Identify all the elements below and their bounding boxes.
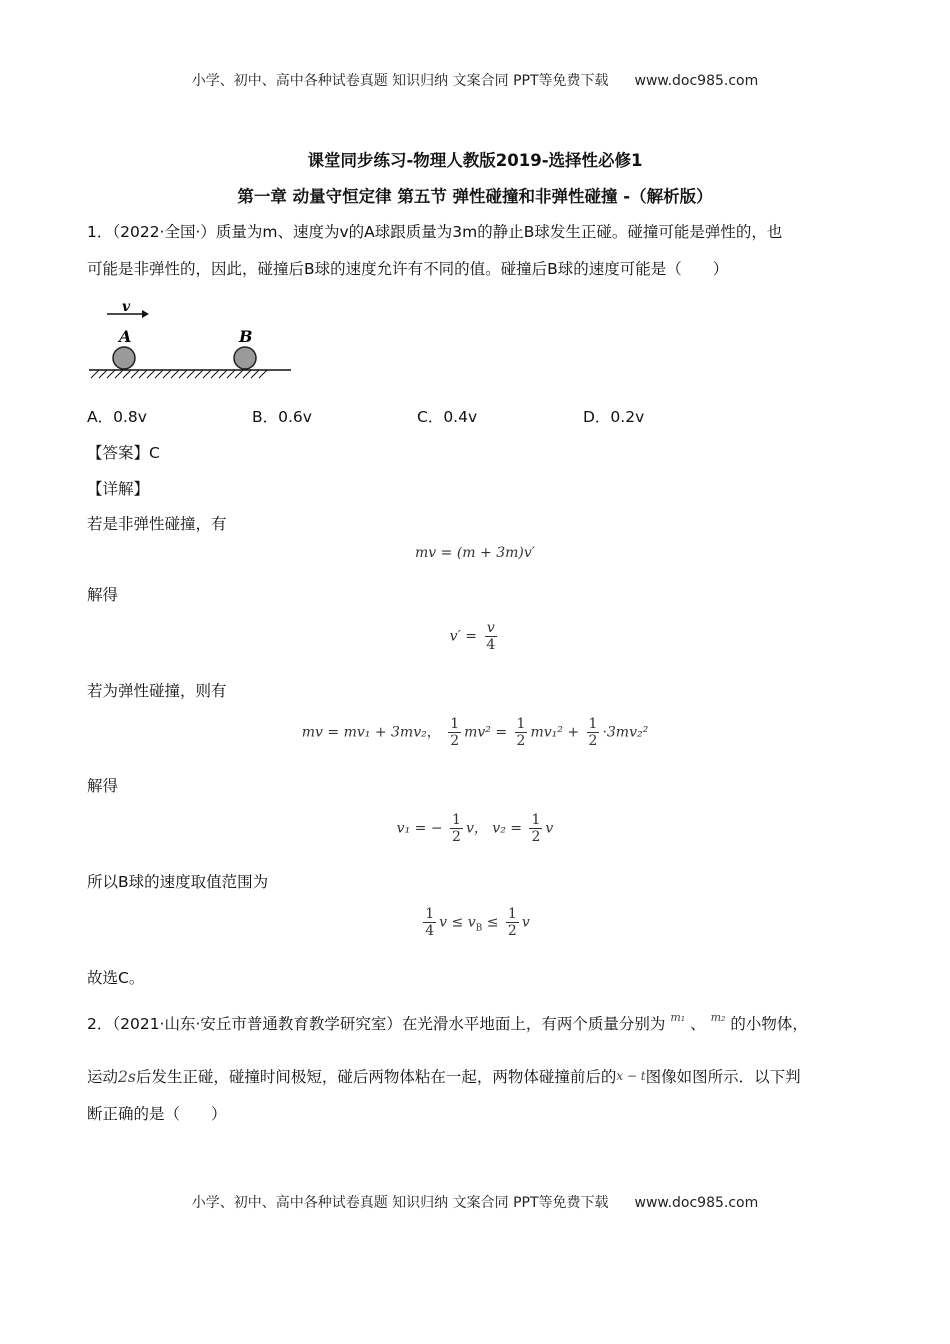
conclusion: 故选C。 bbox=[87, 969, 145, 987]
q2-xt: x − t bbox=[616, 1069, 646, 1083]
solution-text-3: 若为弹性碰撞，则有 bbox=[87, 682, 227, 700]
eq4-frac-2-num: 1 bbox=[531, 812, 541, 828]
footer-site-link[interactable]: www.doc985.com bbox=[634, 1195, 759, 1211]
eq2-lhs: v′ = bbox=[449, 628, 477, 645]
eq3-momentum: mv = mv₁ + 3mv₂ bbox=[301, 724, 427, 741]
eq5-frac-2-num: 1 bbox=[507, 906, 517, 922]
eq3-ke-a: mv₁² + bbox=[530, 724, 580, 741]
q1-stem-line1: 1．（2022·全国·）质量为m、速度为v的A球跟质量为3m的静止B球发生正碰。碰撞可能是弹性的，也 bbox=[87, 223, 783, 241]
q1-stem-line2: 可能是非弹性的，因此，碰撞后B球的速度允许有不同的值。碰撞后B球的速度可能是（ ） bbox=[87, 260, 729, 278]
eq5-frac-2 bbox=[506, 906, 519, 939]
eq3-ke-b: ·3mv₂² bbox=[602, 724, 649, 741]
eq5-frac-2-den: 2 bbox=[507, 923, 517, 939]
eq4-frac-1-num: 1 bbox=[452, 812, 461, 828]
ball-a-label: A bbox=[119, 327, 132, 346]
eq3-frac-1 bbox=[448, 716, 461, 749]
solution-text-2: 解得 bbox=[87, 586, 119, 604]
ground-hatching bbox=[91, 370, 267, 378]
q2-m1: m₁ bbox=[670, 1011, 686, 1024]
q1-collision-figure bbox=[87, 296, 293, 382]
q2-line1-a: 2．（2021·山东·安丘市普通教育教学研究室）在光滑水平地面上，有两个质量分别为 bbox=[87, 1015, 666, 1033]
option-d[interactable]: D．0.2v bbox=[583, 408, 645, 426]
eq3-frac-3-den: 2 bbox=[588, 733, 598, 749]
eq3-separator: ， bbox=[426, 724, 441, 741]
footer-text: 小学、初中、高中各种试卷真题 知识归纳 文案合同 PPT等免费下载 bbox=[191, 1195, 609, 1211]
eq3-frac-1-den: 2 bbox=[450, 733, 460, 749]
q2-sep: 、 bbox=[690, 1015, 706, 1033]
answer-line: 【答案】C bbox=[87, 444, 160, 462]
eq5-mid: v ≤ v bbox=[439, 914, 476, 931]
eq4-v-1: v bbox=[465, 820, 474, 837]
eq3-ke-initial: mv² = bbox=[464, 724, 508, 741]
equation-2 bbox=[0, 620, 950, 653]
q2-time: 2s bbox=[118, 1068, 136, 1086]
eq4-frac-2 bbox=[529, 812, 542, 845]
eq5-v: v bbox=[521, 914, 530, 931]
velocity-arrow-head bbox=[142, 310, 149, 318]
eq4-v-2: v bbox=[545, 820, 554, 837]
page-header bbox=[0, 70, 950, 90]
doc-title: 课堂同步练习-物理人教版2019-选择性必修1 bbox=[307, 151, 643, 170]
ball-a bbox=[113, 347, 135, 369]
ball-b-label: B bbox=[239, 327, 253, 346]
detail-label: 【详解】 bbox=[87, 480, 150, 498]
solution-text-4: 解得 bbox=[87, 777, 119, 795]
page-footer bbox=[0, 1192, 950, 1212]
header-text: 小学、初中、高中各种试卷真题 知识归纳 文案合同 PPT等免费下载 bbox=[191, 73, 609, 89]
eq2-num: v bbox=[486, 620, 495, 636]
eq4-v2: ， v₂ = bbox=[473, 820, 523, 837]
eq3-frac-3-num: 1 bbox=[588, 716, 598, 732]
header-site-link[interactable]: www.doc985.com bbox=[634, 73, 759, 89]
eq3-frac-3 bbox=[587, 716, 600, 749]
doc-subtitle: 第一章 动量守恒定律 第五节 弹性碰撞和非弹性碰撞 -（解析版） bbox=[237, 187, 713, 206]
option-c[interactable]: C．0.4v bbox=[417, 408, 478, 426]
q2-stem-line1 bbox=[87, 1011, 808, 1036]
velocity-label: v bbox=[122, 299, 131, 315]
eq5-sub: B bbox=[475, 923, 483, 934]
eq4-frac-2-den: 2 bbox=[531, 829, 541, 845]
q2-line1-b: 的小物体， bbox=[730, 1015, 808, 1033]
solution-text-1: 若是非弹性碰撞，有 bbox=[87, 515, 227, 533]
q2-stem-line2 bbox=[87, 1067, 801, 1088]
q2-stem-line3: 断正确的是（ ） bbox=[87, 1105, 227, 1123]
eq4-frac-1-den: 2 bbox=[452, 829, 461, 845]
eq3-frac-1-num: 1 bbox=[450, 716, 460, 732]
equation-5 bbox=[0, 906, 950, 939]
solution-text-5: 所以B球的速度取值范围为 bbox=[87, 873, 269, 891]
eq3-frac-2-num: 1 bbox=[516, 716, 526, 732]
equation-4 bbox=[0, 812, 950, 845]
eq3-frac-2 bbox=[515, 716, 528, 749]
eq2-fraction bbox=[484, 620, 497, 653]
option-b[interactable]: B．0.6v bbox=[252, 408, 312, 426]
equation-3 bbox=[0, 716, 950, 749]
q2-line2-a: 运动 bbox=[87, 1068, 119, 1086]
option-a[interactable]: A．0.8v bbox=[87, 408, 147, 426]
equation-1: mv = (m + 3m)v′ bbox=[415, 545, 535, 561]
eq2-den: 4 bbox=[486, 637, 496, 653]
eq5-frac-1-den: 4 bbox=[425, 923, 435, 939]
q2-m2: m₂ bbox=[710, 1011, 726, 1024]
ball-b bbox=[234, 347, 256, 369]
eq5-le: ≤ bbox=[486, 914, 499, 931]
q2-line2-b: 后发生正碰，碰撞时间极短，碰后两物体粘在一起，两物体碰撞前后的 bbox=[135, 1068, 617, 1086]
eq3-frac-2-den: 2 bbox=[516, 733, 526, 749]
eq4-v1: v₁ = − bbox=[396, 820, 443, 837]
eq5-frac-1 bbox=[423, 906, 436, 939]
eq4-frac-1 bbox=[450, 812, 463, 845]
eq5-frac-1-num: 1 bbox=[425, 906, 435, 922]
q2-line2-c: 图像如图所示．以下判 bbox=[645, 1068, 801, 1086]
